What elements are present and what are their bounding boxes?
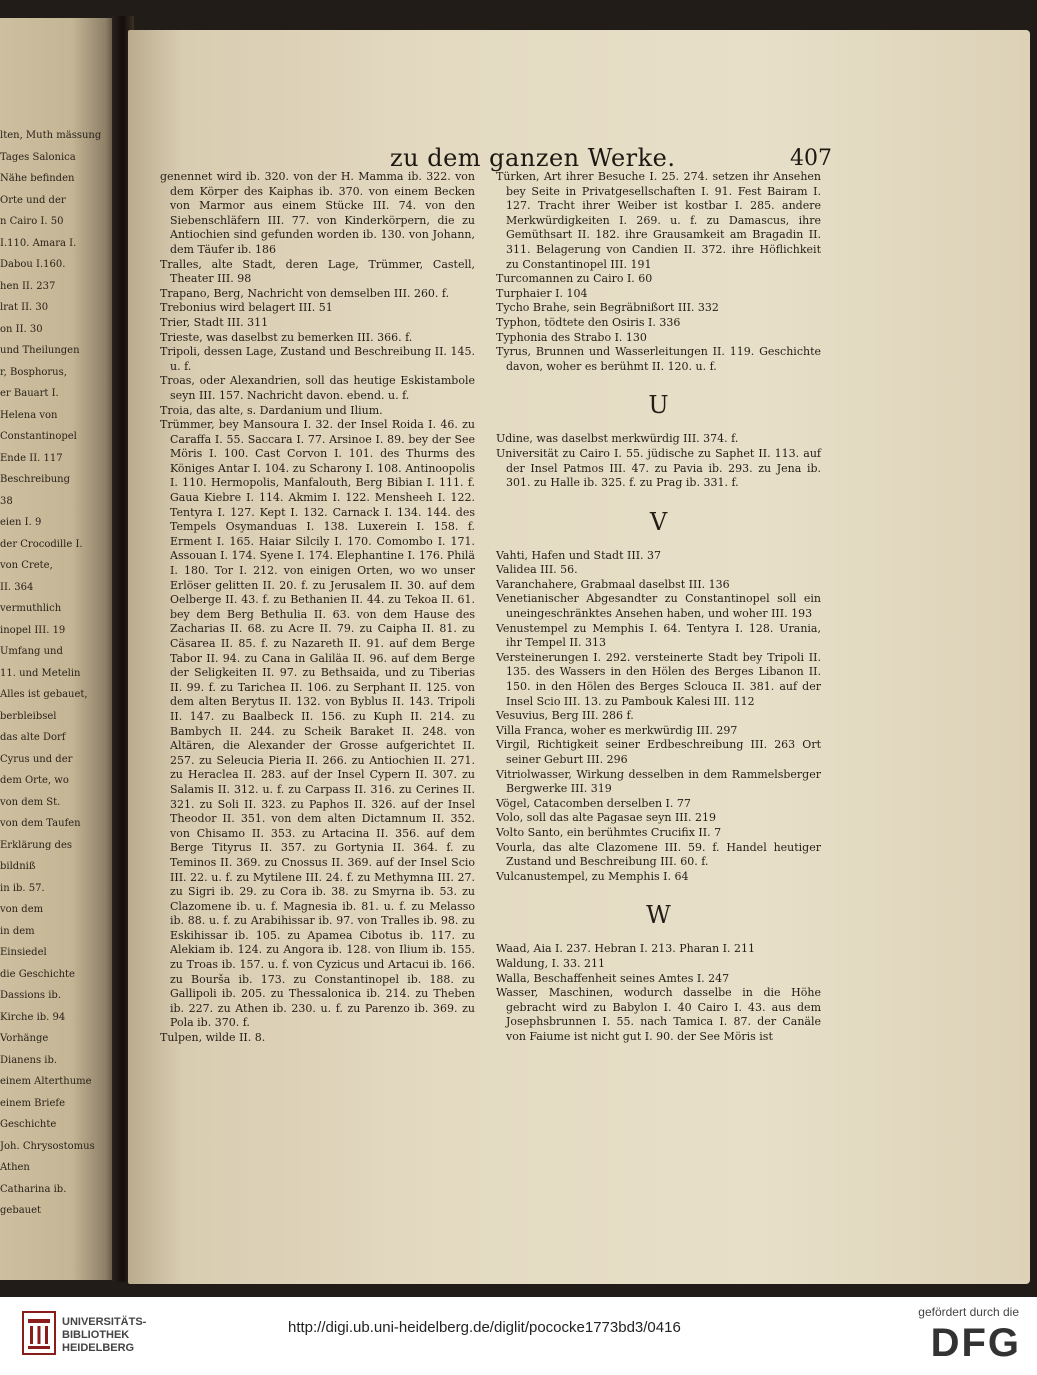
institution-name [62,1316,146,1355]
facing-page-line: das alte Dorf [0,732,66,743]
facing-page-line: von dem Taufen [0,818,81,829]
facing-page-line: 38 [0,495,13,507]
facing-page-line: II. 364 [0,581,34,593]
facing-page-line: von dem St. [0,796,61,808]
index-entry: Troas, oder Alexandrien, soll das heutige Eskistambole seyn III. 157. Nachricht davon. ebend. u. f. [160,374,475,402]
facing-page-line: on II. 30 [0,323,43,335]
facing-page-line: in dem [0,925,35,937]
index-entry: Validea III. 56. [496,563,578,577]
facing-page-line: Athen [0,1162,30,1173]
funding-label: gefördert durch die [918,1305,1019,1319]
facing-page-line: Einsiedel [0,947,47,958]
page-number: 407 [790,146,832,171]
index-entry: Tralles, alte Stadt, deren Lage, Trümmer, Castell, Theater III. 98 [160,257,475,286]
facing-page-line: vermuthlich [0,603,62,614]
facing-page-line: gebauet [0,1205,42,1216]
index-entry: Villa Franca, woher es merkwürdig III. 297 [496,723,738,737]
facing-page-line: I.110. Amara I. [0,237,77,249]
facing-page-line: Tages Salonica [0,151,76,163]
index-entry: Vesuvius, Berg III. 286 f. [496,709,634,723]
facing-page-line: Nähe befinden [0,173,75,184]
facing-page-line: Vorhänge [0,1033,49,1044]
facing-page-line: lrat II. 30 [0,302,49,313]
facing-page-line: lten, Muth mässung [0,130,102,141]
index-entry: Trieste, was daselbst zu bemerken III. 366. f. [160,330,413,344]
facing-page-line: Cyrus und der [0,753,73,765]
facing-page-line: Umfang und [0,646,63,657]
index-entry: Typhon, tödtete den Osiris I. 336 [496,315,681,329]
index-column-left [160,170,475,1046]
index-entry: Trapano, Berg, Nachricht von demselben III. 260. f. [160,286,450,300]
index-entry: Vahti, Hafen und Stadt III. 37 [496,548,662,562]
index-entry: Tyrus, Brunnen und Wasserleitungen II. 119. Geschichte davon, woher es berühmt II. 120. u. f. [496,345,821,373]
index-entry: Wasser, Maschinen, wodurch dasselbe in die Höhe gebracht wird zu Babylon I. 40 Cairo I. 43. aus dem Josephsbrunnen I. 55. nach Tamica I. 87. der Canäle von Faiume ist nicht gut I. 90. der See Möris ist [496,986,821,1043]
facing-page-line: er Bauart I. [0,388,59,399]
viewer-footer [0,1297,1037,1375]
section-letter: W [646,901,671,930]
facing-page-fragment [0,18,120,1280]
index-entry: Türken, Art ihrer Besuche I. 25. 274. setzen ihr Ansehen bey Seite in Privatgesellschaften I. 91. Fest Bairam I. 127. Tracht ihrer Weiber ist kostbar I. 285. andere Merkwürdigkeiten I. 269. u. f. zu Damascus, ihre Gemüthsart II. 182. ihre Grausamkeit am Bragadin II. 311. Belagerung von Candien II. 372. ihre Höflichkeit zu Constantinopel III. 191 [496,170,821,271]
facing-page-line: r, Bosphorus, [0,366,67,378]
index-entry: Trümmer, bey Mansoura I. 32. der Insel Roida I. 46. zu Caraffa I. 55. Saccara I. 77. Arsinoe I. 89. bey der See Möris I. 100. Cast Corvon I. 101. des Thurms des Königes Antar I. 104. zu Scharony I. 108. Antinoopolis I. 110. Hermopolis, Manfalouth, Berg Bibian I. 111. f. Gaua Kiebre I. 114. Akmim I. 122. Mensheeh I. 122. Tentyra I. 127. Kept I. 132. Carnack I. 134. 144. des Tempels Osymanduas I. 138. Luxerein I. 158. f. Erment I. 165. Haiar Silcily I. 170. Comombo I. 171. Assouan I. 174. Syene I. 174. Elephantine I. 176. Philä I. 180. Tor I. 212. von einigen Orten, wo wo unser Erlöser gelitten II. 20. f. zu Jerusalem II. 30. auf dem Oelberge II. 43. f. zu Bethanien II. 44. zu Tekoa II. 61. bey dem Berg Bethulia II. 63. von dem Hause des Zacharias II. 68. zu Acre II. 79. zu Caipha II. 81. zu Cäsarea II. 85. f. zu Nazareth II. 91. auf dem Berge Tabor II. 94. zu Cana in Galiläa II. 96. auf dem Berge der Seligkeiten II. 97. zu Bethsaida, und zu Tiberias II. 99. f. zu Tarichea II. 106. zu Serphant II. 125. von dem alten Berytus II. 132. von Byblus II. 143. Tripoli II. 147. zu Baalbeck II. 156. zu Kuph II. 214. zu Bambych II. 244. zu Scheik Baraket II. 248. von Altären, die Alexander der Grosse aufgerichtet II. 257. zu Seleucia Pieria II. 266. zu Antiochien II. 271. zu Heraclea II. 283. auf der Insel Cypern II. 307. zu Salamis II. 312. u. f. zu Carpass II. 316. zu Cerines II. 321. zu Soli II. 323. zu Paphos II. 326. auf der Insel Theodor II. 351. von dem alten Dictamnum II. 352. von Chisamo II. 353. zu Artacina II. 356. auf dem Berge Tityrus II. 357. zu Gortynia II. 364. f. zu Teminos II. 369. zu Cnossus II. 369. auf der Insel Scio III. 22. u. f. zu Mytilene III. 24. f. zu Methymna III. 27. zu Sigri ib. 29. zu Cora ib. 38. zu Smyrna ib. 53. zu Clazomene ib. u. f. Magnesia ib. 81. u. f. zu Melasso ib. 88. u. f. zu Arabihissar ib. 97. von Tralles ib. 98. zu Eskihissar ib. 105. zu Apamea Cibotus ib. 117. zu Alekiam ib. 124. zu Angora ib. 128. von Ilium ib. 155. zu Troas ib. 157. u. f. von Cyzicus und Artacui ib. 166. zu Bourša ib. 173. zu Constantinopel ib. 188. zu Gallipoli ib. 205. zu Thessalonica ib. 214. zu Theben ib. 227. zu Athen ib. 230. u. f. zu Parenzo ib. 369. zu Pola ib. 370. f. [160,418,475,1030]
index-entry: genennet wird ib. 320. von der H. Mamma ib. 322. von dem Körper des Kaiphas ib. 370. von einem Becken von Marmor aus einem Stücke III. 74. von den Siebenschläfern III. 77. von Kinderkörpern, die zu Antiochien sind gefunden worden ib. 130. von Johann, dem Täufer ib. 186 [160,170,475,256]
facing-page-line: die Geschichte [0,968,75,980]
facing-page-line: Catharina ib. [0,1183,67,1195]
facing-page-line: Joh. Chrysostomus [0,1140,95,1152]
facing-page-line: Helena von [0,409,58,421]
facing-page-line: Constantinopel [0,431,77,442]
index-entry: Vourla, das alte Clazomene III. 59. f. Handel heutiger Zustand und Beschreibung III. 60. f. [496,840,821,869]
index-entry: Udine, was daselbst merkwürdig III. 374. f. [496,432,739,446]
facing-page-line: eien I. 9 [0,517,42,528]
facing-page-line: berbleibsel [0,710,57,722]
facing-page-line: und Theilungen [0,345,80,356]
index-entry: Tycho Brahe, sein Begräbnißort III. 332 [496,301,719,315]
facing-page-line: dem Orte, wo [0,775,69,786]
facing-page-line: von Crete, [0,560,53,571]
facing-page-line: Erklärung des [0,839,72,851]
facing-page-line: in ib. 57. [0,882,45,894]
facing-page-line: Ende II. 117 [0,452,63,464]
dfg-logo: DFG [930,1321,1021,1365]
index-entry: Tulpen, wilde II. 8. [160,1031,266,1045]
facing-page-line: Geschichte [0,1119,57,1130]
facing-page-line: Kirche ib. 94 [0,1011,66,1023]
institution-line: BIBLIOTHEK [62,1329,130,1341]
section-letter: U [648,391,669,420]
institution-line: UNIVERSITÄTS- [62,1316,147,1328]
facing-page-line: Orte und der [0,194,66,206]
index-entry: Versteinerungen I. 292. versteinerte Stadt bey Tripoli II. 135. des Wassers in den Hölen des Berges Libanon II. 150. in den Hölen des Berges Sclouca II. 381. auf der Insel Scio III. 13. zu Pambouk Kalesi III. 112 [496,650,821,708]
index-entry: Venustempel zu Memphis I. 64. Tentyra I. 128. Urania, ihr Tempel II. 313 [496,621,821,650]
facing-page-line: n Cairo I. 50 [0,216,64,227]
index-entry: Trier, Stadt III. 311 [160,315,269,329]
facing-page-line: inopel III. 19 [0,624,66,636]
index-entry: Vitriolwasser, Wirkung desselben in dem Rammelsberger Bergwerke III. 319 [496,767,821,796]
running-head: zu dem ganzen Werke. [390,144,676,172]
section-letter: V [649,507,668,536]
index-entry: Trebonius wird belagert III. 51 [160,301,333,315]
index-entry: Tripoli, dessen Lage, Zustand und Beschreibung II. 145. u. f. [160,345,475,373]
facing-page-line: bildniß [0,861,36,872]
facing-page-line: hen II. 237 [0,280,56,292]
index-entry: Waldung, I. 33. 211 [496,956,605,970]
index-entry: Typhonia des Strabo I. 130 [496,330,647,344]
index-entry: Varanchahere, Grabmaal daselbst III. 136 [496,577,730,591]
facing-page-line: Dabou I.160. [0,259,66,270]
facing-page-line: der Crocodille I. [0,538,83,550]
facing-page-line: 11. und Metelin [0,667,81,679]
index-entry: Universität zu Cairo I. 55. jüdische zu Saphet II. 113. auf der Insel Patmos III. 47. zu Pavia ib. 293. zu Jena ib. 301. zu Halle ib. 325. f. zu Prag ib. 331. f. [496,446,821,490]
index-entry: Vulcanustempel, zu Memphis I. 64 [496,869,689,883]
university-seal-icon [22,1311,56,1355]
facing-page-line: Beschreibung [0,474,71,485]
facing-page-line: einem Briefe [0,1097,65,1109]
facing-page-line: Alles ist gebauet, [0,689,88,700]
index-entry: Venetianischer Abgesandter zu Constantinopel soll ein uneingeschränktes Ansehen haben, und woher III. 193 [496,592,821,621]
facing-page-line: Dassions ib. [0,990,61,1001]
facing-page-line: von dem [0,904,44,915]
index-entry: Vögel, Catacomben derselben I. 77 [496,796,691,810]
institution-line: HEIDELBERG [62,1342,135,1354]
permalink[interactable]: http://digi.ub.uni-heidelberg.de/diglit/pococke1773bd3/0416 [288,1319,681,1336]
facing-page-line: Dianens ib. [0,1054,58,1066]
index-entry: Volto Santo, ein berühmtes Crucifix II. 7 [496,825,722,839]
index-entry: Walla, Beschaffenheit seines Amtes I. 247 [496,971,730,985]
index-entry: Turphaier I. 104 [496,286,588,300]
facing-page-line: einem Alterthume [0,1076,92,1087]
index-entry: Virgil, Richtigkeit seiner Erdbeschreibung III. 263 Ort seiner Geburt III. 296 [496,738,821,766]
index-column-right [496,170,821,1045]
index-entry: Turcomannen zu Cairo I. 60 [496,272,653,286]
index-entry: Waad, Aia I. 237. Hebran I. 213. Pharan I. 211 [496,942,755,956]
index-entry: Troia, das alte, s. Dardanium und Ilium. [160,403,383,417]
index-entry: Volo, soll das alte Pagasae seyn III. 219 [496,811,716,825]
